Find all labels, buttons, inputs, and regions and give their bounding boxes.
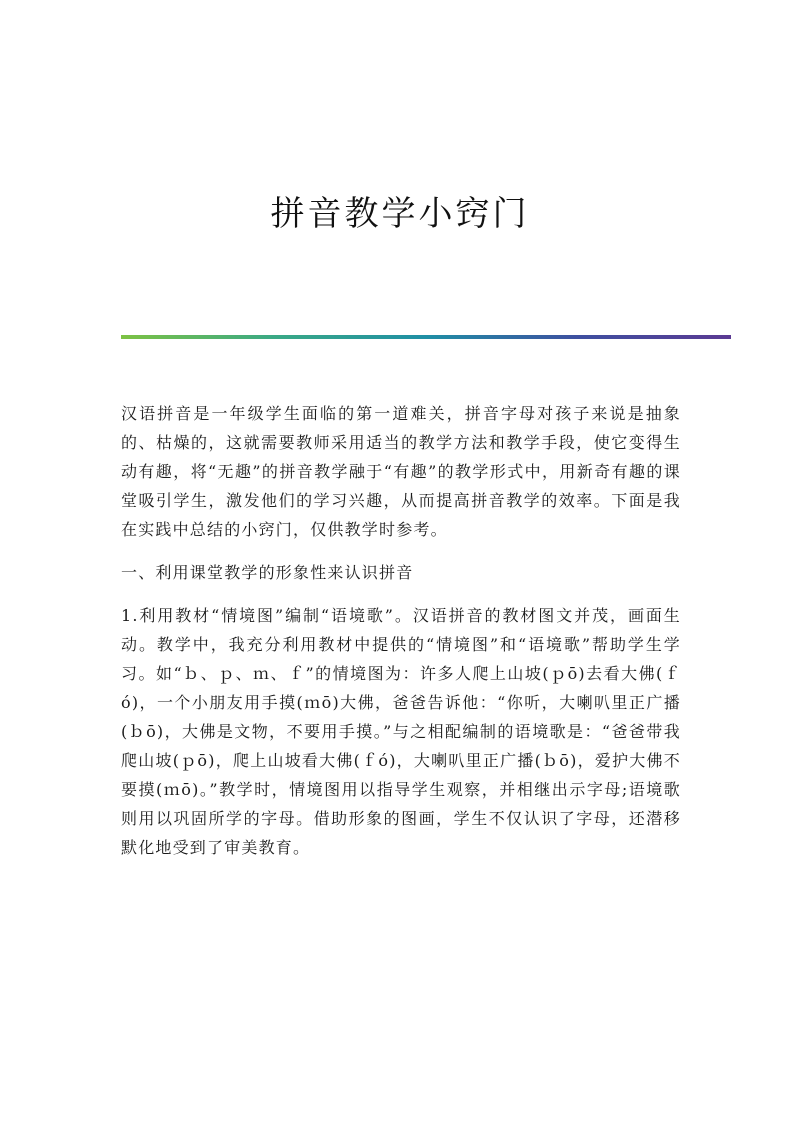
document-title: 拼音教学小窍门 bbox=[270, 194, 530, 234]
section-heading: 一、利用课堂教学的形象性来认识拼音 bbox=[121, 563, 414, 582]
intro-paragraph: 汉语拼音是一年级学生面临的第一道难关，拼音字母对孩子来说是抽象的、枯燥的，这就需要教师采用适当的教学方法和教学手段，使它变得生动有趣，将“无趣”的拼音教学融于“有趣”的教学形式中，用新奇有趣的课堂吸引学生，激发他们的学习兴趣，从而提高拼音教学的效率。下面是我在实践中总结的小窍门，仅供教学时参考。 bbox=[121, 404, 681, 539]
section-paragraph: 1.利用教材“情境图”编制“语境歌”。汉语拼音的教材图文并茂，画面生动。教学中，我充分利用教材中提供的“情境图”和“语境歌”帮助学生学习。如“ｂ、ｐ、ｍ、ｆ”的情境图为：许多人爬上山坡(ｐō)去看大佛(ｆó)，一个小朋友用手摸(ｍō)大佛，爸爸告诉他：“你听，大喇叭里正广播(ｂō)，大佛是文物，不要用手摸。”与之相配编制的语境歌是：“爸爸带我爬山坡(ｐō)，爬上山坡看大佛(ｆó)，大喇叭里正广播(ｂō)，爱护大佛不要摸(ｍō)。”教学时，情境图用以指导学生观察，并相继出示字母;语境歌则用以巩固所学的字母。借助形象的图画，学生不仅认识了字母，还潜移默化地受到了审美教育。 bbox=[121, 606, 681, 857]
document-body bbox=[121, 399, 681, 876]
title-divider bbox=[121, 335, 731, 339]
